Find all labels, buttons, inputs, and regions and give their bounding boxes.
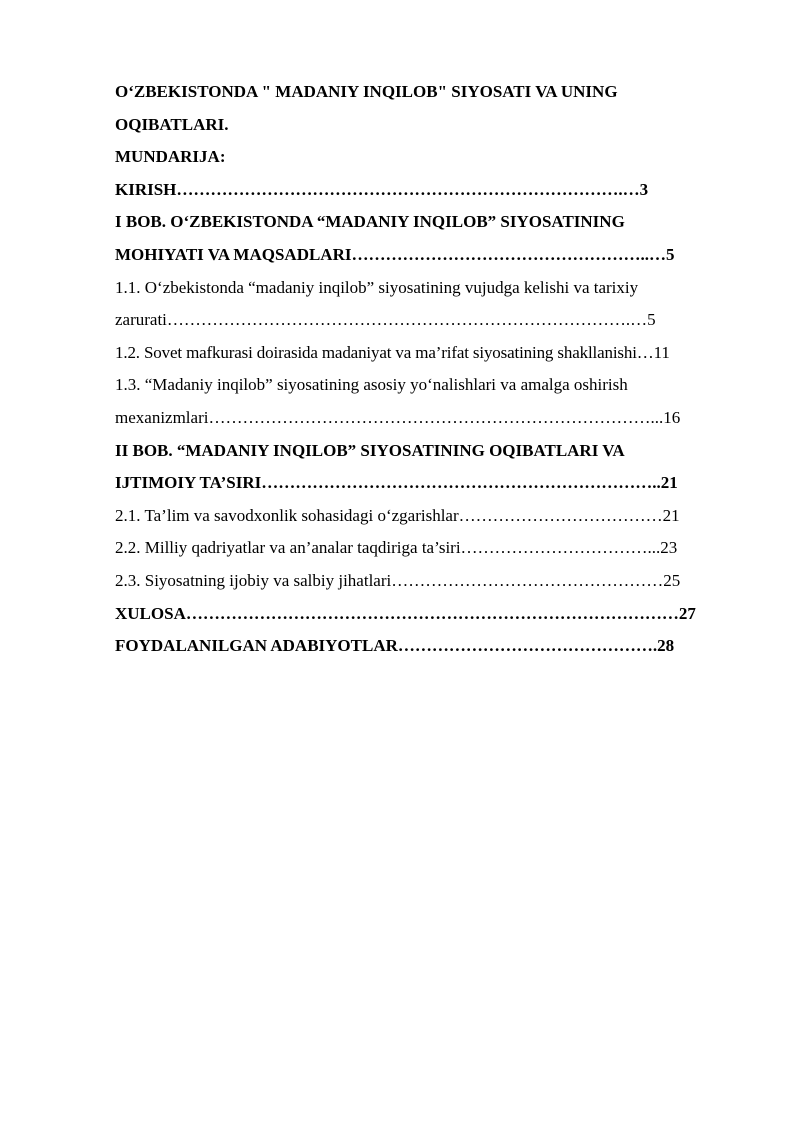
toc-entry-chapter-1-line-2: MOHIYATI VA MAQSADLARI……………………………………………..…5	[115, 244, 675, 264]
document-title-line-2: OQIBATLARI.	[115, 114, 229, 134]
toc-entry-section-1-3-line-1: 1.3. “Madaniy inqilob” siyosatining asosiy yo‘nalishlari va amalga oshirish	[115, 375, 628, 395]
toc-entry-conclusion: XULOSA……………………………………………………………………………27	[115, 603, 696, 623]
toc-entry-section-1-1-line-2: zarurati……………………………………………………………………….…5	[115, 310, 656, 330]
toc-entry-section-2-2: 2.2. Milliy qadriyatlar va an’analar taqdiriga ta’siri……………………………...23	[115, 538, 678, 558]
toc-entry-section-1-3-line-2: mexanizmlari……………………………………………………………………...16	[115, 407, 681, 427]
toc-entry-references: FOYDALANILGAN ADABIYOTLAR……………………………………….28	[115, 636, 675, 656]
table-of-contents	[115, 174, 745, 663]
document-title-line-1: O‘ZBEKISTONDA " MADANIY INQILOB" SIYOSATI VA UNING	[115, 82, 618, 101]
toc-entry-section-2-1: 2.1. Ta’lim va savodxonlik sohasidagi o‘zgarishlar………………………………21	[115, 505, 680, 525]
toc-entry-chapter-2-line-1: II BOB. “MADANIY INQILOB” SIYOSATINING OQIBATLARI VA	[115, 440, 625, 460]
toc-entry-section-2-3: 2.3. Siyosatning ijobiy va salbiy jihatlari…………………………………………25	[115, 570, 681, 590]
toc-entry-introduction: KIRISH…………………………………………………………………….…3	[115, 179, 649, 199]
document-page	[115, 76, 745, 663]
toc-entry-chapter-1-line-1: I BOB. O‘ZBEKISTONDA “MADANIY INQILOB” SIYOSATINING	[115, 212, 625, 232]
toc-entry-section-1-1-line-1: 1.1. O‘zbekistonda “madaniy inqilob” siyosatining vujudga kelishi va tarixiy	[115, 277, 639, 297]
contents-heading: MUNDARIJA:	[115, 147, 226, 167]
toc-entry-section-1-2: 1.2. Sovet mafkurasi doirasida madaniyat va ma’rifat siyosatining shakllanishi…11	[115, 342, 670, 362]
toc-entry-chapter-2-line-2: IJTIMOIY TA’SIRI……………………………………………………………..21	[115, 473, 678, 493]
